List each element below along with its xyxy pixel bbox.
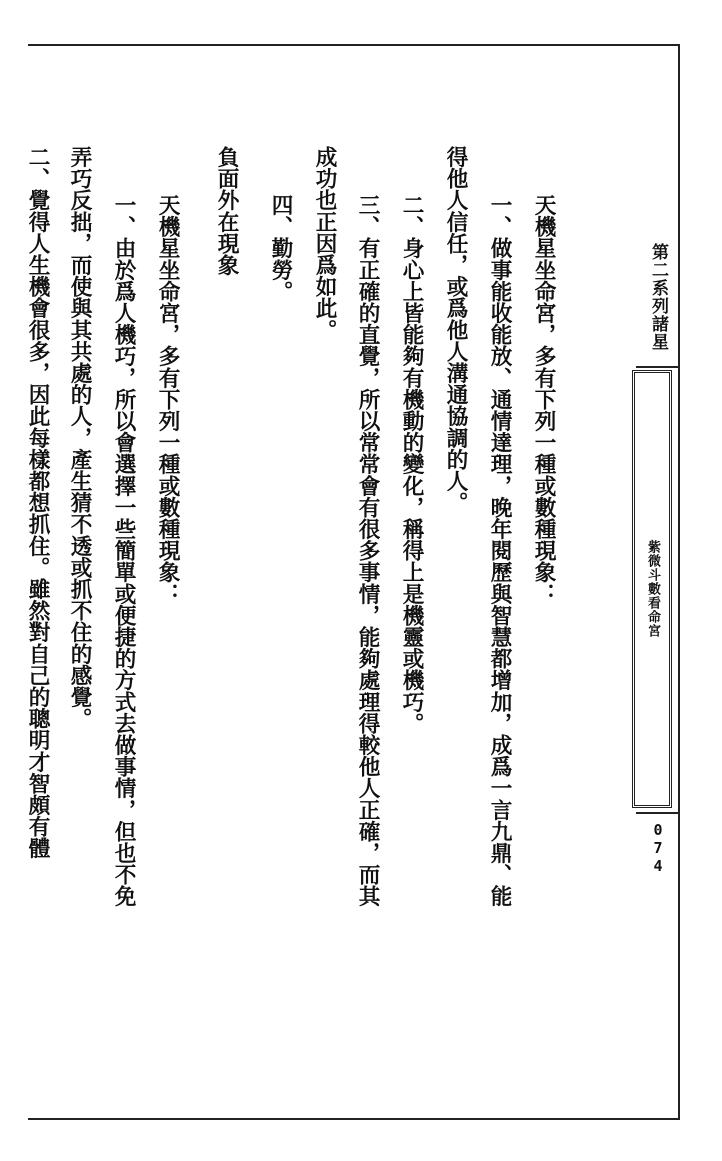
text-column: 天機星坐命宮，多有下列一種或數種現象： (531, 194, 556, 605)
page-number: 074 (649, 821, 667, 875)
text-column: 四、勤勞。 (268, 194, 293, 302)
text-column: 二、覺得人生機會很多，因此每樣都想抓住。雖然對自己的聰明才智頗有體 (25, 146, 50, 859)
text-column: 弄巧反拙，而使與其共處的人，產生猜不透或抓不住的感覺。 (67, 146, 92, 730)
text-column: 一、由於爲人機巧，所以會選擇一些簡單或便捷的方式去做事情，但也不免 (111, 194, 136, 907)
margin-divider (636, 366, 680, 368)
page-frame-bottom (28, 1118, 680, 1120)
text-column: 一、做事能收能放、通情達理，晚年閱歷與智慧都增加，成爲一言九鼎、能 (487, 194, 512, 907)
text-column: 二、身心上皆能夠有機動的變化，稱得上是機靈或機巧。 (399, 194, 424, 734)
text-column: 天機星坐命宮，多有下列一種或數種現象： (155, 194, 180, 605)
text-column: 成功也正因爲如此。 (312, 146, 337, 341)
book-title: 紫微斗數看命宮 (645, 540, 660, 638)
page-frame-right (678, 44, 680, 1120)
margin-divider (636, 812, 680, 814)
page-frame-top (28, 44, 680, 46)
section-heading: 負面外在現象 (214, 146, 239, 276)
series-title: 第二系列諸星 (648, 243, 668, 351)
text-column: 得他人信任，或爲他人溝通協調的人。 (443, 146, 468, 514)
text-column: 三、有正確的直覺，所以常常會有很多事情，能夠處理得較他人正確，而其 (355, 194, 380, 907)
